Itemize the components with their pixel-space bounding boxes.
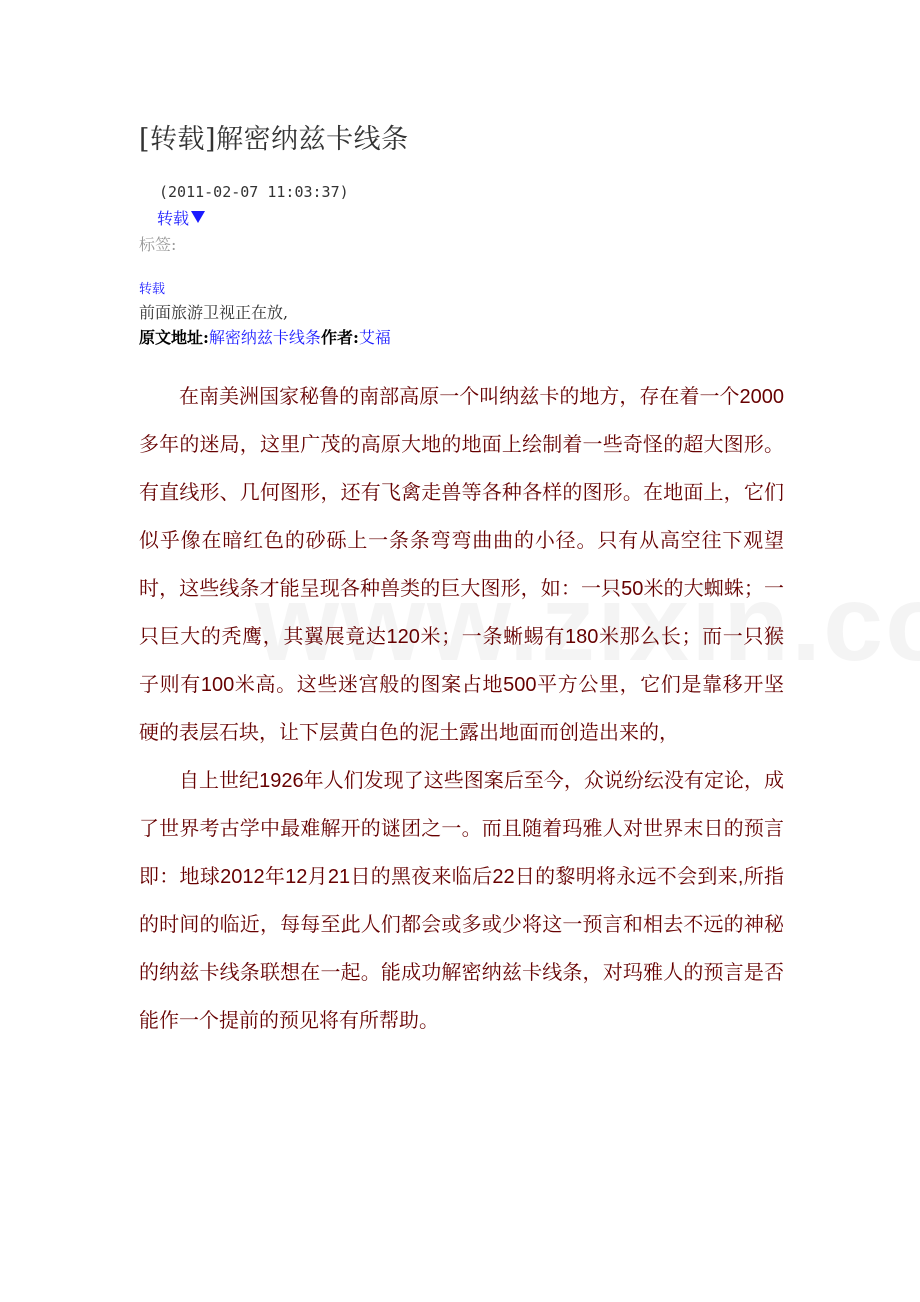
repost-dropdown-link[interactable] — [157, 206, 205, 229]
article-title: [转载]解密纳兹卡线条 — [139, 124, 409, 155]
tags-label: 标签: — [139, 235, 177, 254]
source-article-link[interactable]: 解密纳兹卡线条 — [208, 328, 321, 347]
author-link[interactable]: 艾福 — [358, 328, 391, 347]
caret-down-icon — [191, 211, 205, 223]
repost-label: 转载 — [157, 209, 190, 228]
author-label: 作者: — [320, 328, 359, 347]
body-paragraph-2: 自上世纪1926年人们发现了这些图案后至今，众说纷纭没有定论，成了世界考古学中最难解开的谜团之一。而且随着玛雅人对世界末日的预言即：地球2012年12月21日的黑夜来临后22日的黎明将永远不会到来,所指的时间的临近，每每至此人们都会或多或少将这一预言和相去不远的神秘的纳兹卡线条联想在一起。能成功解密纳兹卡线条，对玛雅人的预言是否能作一个提前的预见将有所帮助。 — [139, 770, 784, 1032]
post-timestamp: (2011-02-07 11:03:37) — [159, 183, 349, 201]
body-paragraph-1: 在南美洲国家秘鲁的南部高原一个叫纳兹卡的地方，存在着一个2000多年的迷局，这里广茂的高原大地的地面上绘制着一些奇怪的超大图形。有直线形、几何图形，还有飞禽走兽等各种各样的图形。在地面上，它们似乎像在暗红色的砂砾上一条条弯弯曲曲的小径。只有从高空往下观望时，这些线条才能呈现各种兽类的巨大图形，如：一只50米的大蜘蛛；一只巨大的秃鹰，其翼展竟达120米；一条蜥蜴有180米那么长；而一只猴子则有100米高。这些迷宫般的图案占地500平方公里，它们是靠移开坚硬的表层石块，让下层黄白色的泥土露出地面而创造出来的， — [139, 386, 784, 744]
article-body — [139, 373, 784, 1045]
tag-link-repost[interactable]: 转载 — [139, 282, 166, 297]
source-line — [139, 325, 391, 348]
source-label: 原文地址: — [139, 328, 209, 347]
intro-text: 前面旅游卫视正在放, — [139, 303, 289, 322]
